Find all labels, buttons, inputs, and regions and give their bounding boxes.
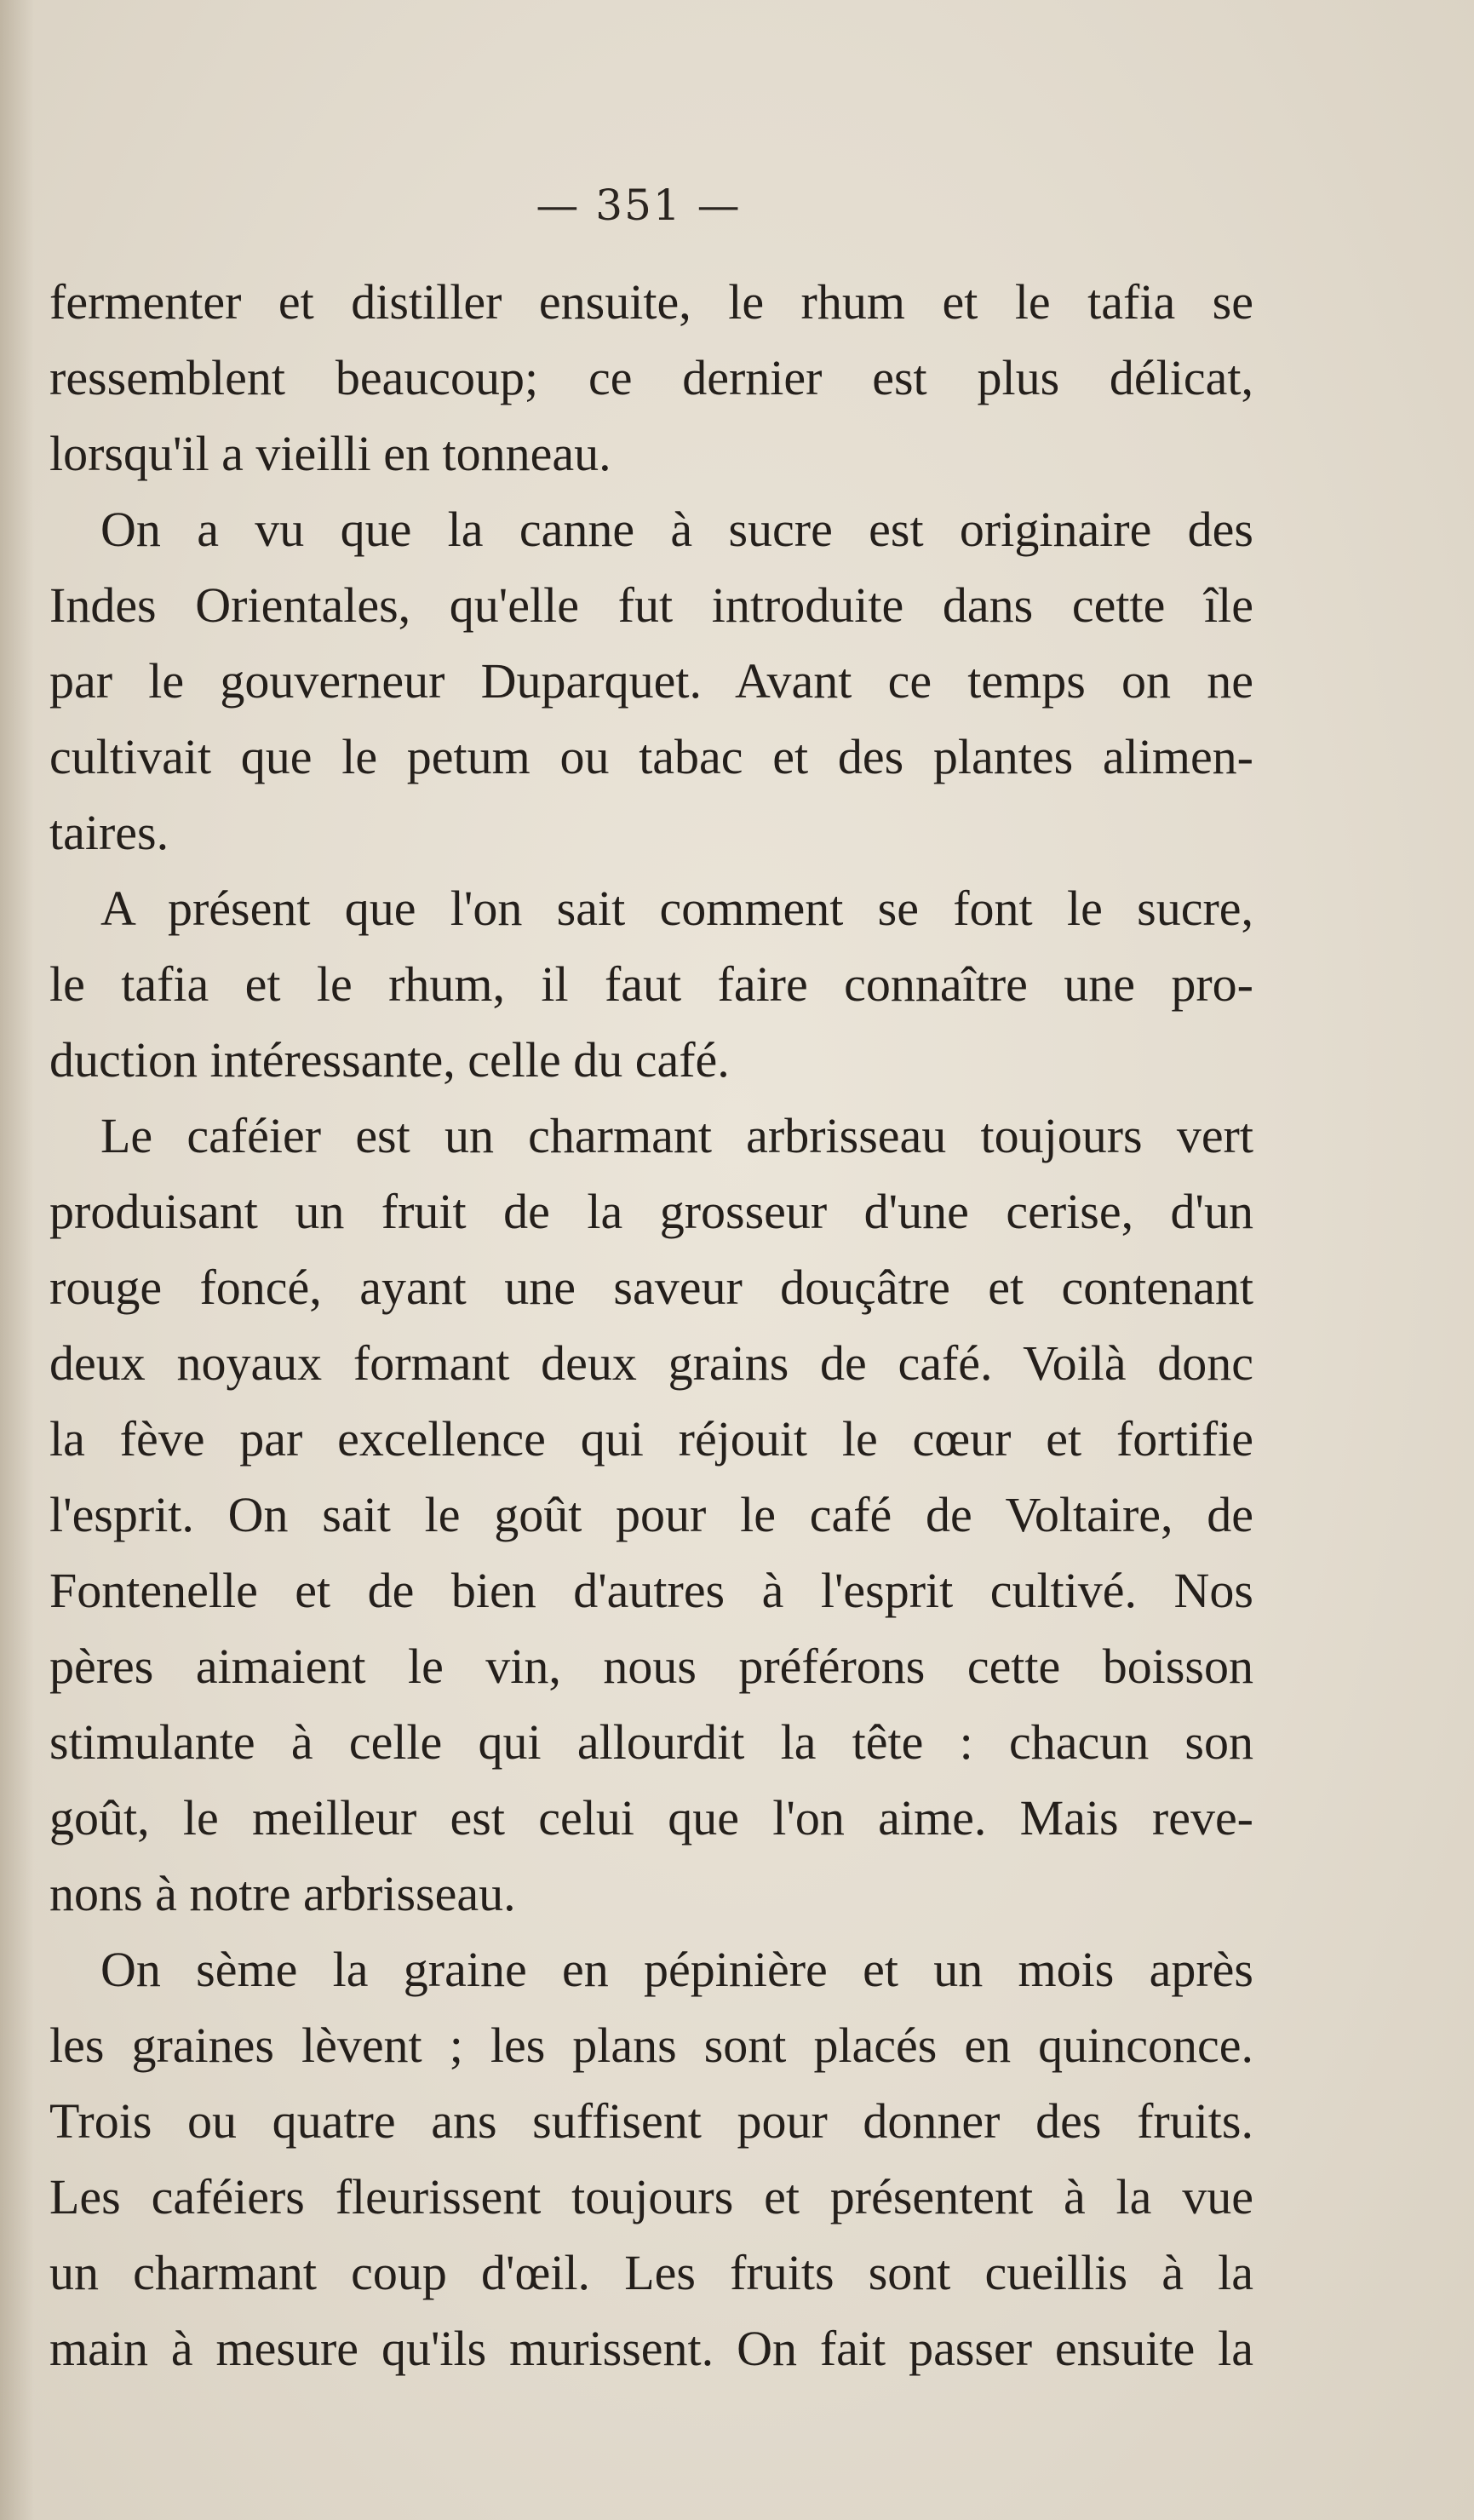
text-line: par le gouverneur Duparquet. Avant ce temps on ne [49, 653, 1253, 709]
paragraph-start-line: Le caféier est un charmant arbrisseau toujours vert [100, 1108, 1253, 1163]
text-line: rouge foncé, ayant une saveur douçâtre et contenant [49, 1260, 1253, 1315]
text-line: Indes Orientales, qu'elle fut introduite dans cette île [49, 577, 1253, 633]
text-line: la fève par excellence qui réjouit le cœur et fortifie [49, 1411, 1253, 1467]
text-line: un charmant coup d'œil. Les fruits sont cueillis à la [49, 2245, 1253, 2300]
text-line: taires. [49, 805, 169, 860]
paragraph-start-line: On a vu que la canne à sucre est originaire des [100, 502, 1253, 557]
body-text [49, 264, 1253, 2386]
text-line: duction intéressante, celle du café. [49, 1032, 730, 1088]
text-line: lorsqu'il a vieilli en tonneau. [49, 426, 611, 481]
paragraph-start-line: A présent que l'on sait comment se font le sucre, [100, 881, 1253, 936]
text-line: main à mesure qu'ils murissent. On fait passer ensuite la [49, 2321, 1253, 2376]
text-line: nons à notre arbrisseau. [49, 1866, 516, 1921]
text-line: produisant un fruit de la grosseur d'une cerise, d'un [49, 1184, 1253, 1239]
paragraph-start-line: On sème la graine en pépinière et un mois après [100, 1942, 1253, 1997]
text-line: fermenter et distiller ensuite, le rhum et le tafia se [49, 274, 1253, 330]
page-number: — 351 — [536, 181, 742, 230]
text-line: Fontenelle et de bien d'autres à l'esprit cultivé. Nos [49, 1563, 1253, 1618]
text-line: Les caféiers fleurissent toujours et présentent à la vue [49, 2169, 1253, 2224]
text-line: cultivait que le petum ou tabac et des plantes alimen- [49, 729, 1253, 784]
text-line: l'esprit. On sait le goût pour le café de Voltaire, de [49, 1487, 1253, 1542]
text-line: deux noyaux formant deux grains de café. Voilà donc [49, 1335, 1253, 1391]
text-line: le tafia et le rhum, il faut faire connaître une pro- [49, 956, 1253, 1012]
text-line: les graines lèvent ; les plans sont placés en quinconce. [49, 2018, 1253, 2073]
text-line: pères aimaient le vin, nous préférons cette boisson [49, 1639, 1253, 1694]
text-line: goût, le meilleur est celui que l'on aime. Mais reve- [49, 1790, 1253, 1846]
text-line: ressemblent beaucoup; ce dernier est plus délicat, [49, 350, 1253, 405]
text-line: stimulante à celle qui allourdit la tête : chacun son [49, 1714, 1253, 1770]
text-line: Trois ou quatre ans suffisent pour donner des fruits. [49, 2093, 1253, 2149]
